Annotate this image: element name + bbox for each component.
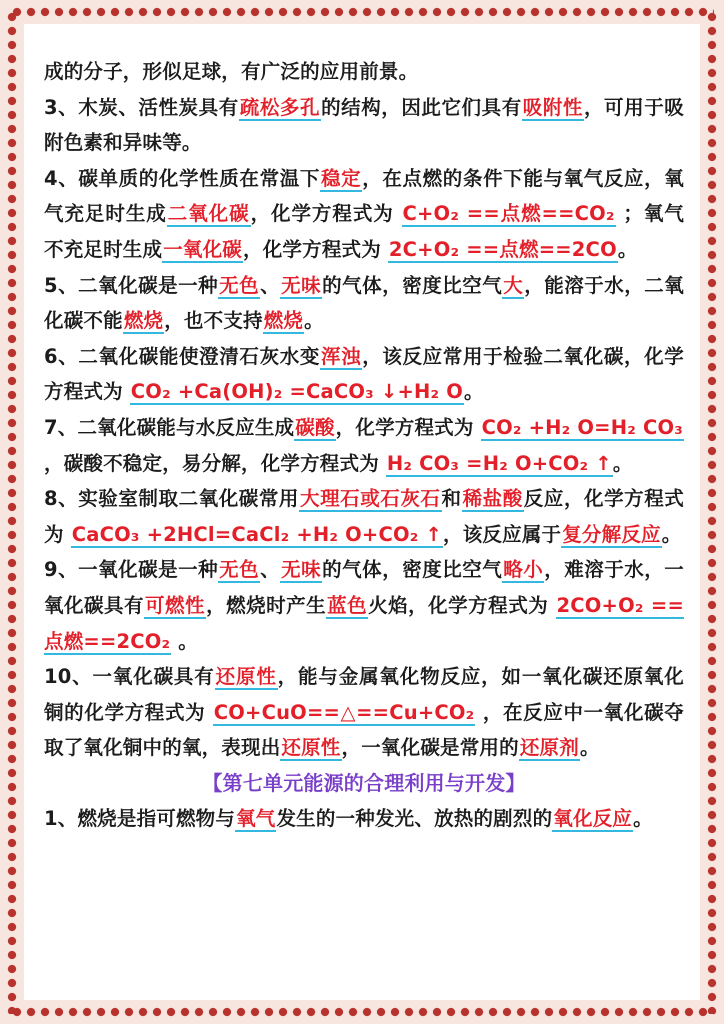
- answer-highlight: 氧化反应: [553, 807, 633, 831]
- note-paragraph: [44, 268, 684, 339]
- note-text: 反应，化学方程式为: [44, 487, 684, 546]
- note-paragraph: [44, 90, 684, 161]
- note-text: 。: [633, 807, 653, 831]
- answer-highlight: H₂ CO₃ =H₂ O+CO₂ ↑: [386, 451, 612, 475]
- note-text: 10、一氧化碳具有: [44, 665, 215, 689]
- note-text: 【第七单元能源的合理利用与开发】: [202, 770, 526, 795]
- note-text: 3、木炭、活性炭具有: [44, 95, 239, 119]
- note-paragraph: [44, 54, 684, 90]
- note-paragraph: [44, 339, 684, 410]
- answer-highlight: 无色: [219, 273, 260, 297]
- answer-highlight: 吸附性: [522, 95, 583, 119]
- dotted-border-left: [5, 10, 19, 1014]
- notes-content: [44, 54, 684, 837]
- note-text: 。: [612, 451, 633, 475]
- answer-highlight: CO₂ +H₂ O=H₂ CO₃: [481, 415, 684, 439]
- note-text: ，在点燃的条件下能与氧气反应，氧气充足时生成: [44, 166, 685, 226]
- note-text: 火焰，化学方程式为: [368, 593, 556, 617]
- answer-highlight: 2CO+O₂ ==点燃==2CO₂: [44, 593, 684, 653]
- answer-highlight: 稀盐酸: [462, 487, 523, 511]
- answer-highlight: CO+CuO==△==Cu+CO₂: [213, 700, 475, 724]
- note-paragraph: [44, 481, 684, 552]
- answer-highlight: CaCO₃ +2HCl=CaCl₂ +H₂ O+CO₂ ↑: [71, 522, 443, 546]
- note-text: 的结构，因此它们具有: [321, 95, 522, 119]
- note-text: ，燃烧时产生: [206, 593, 327, 617]
- note-text: 的气体，密度比空气: [322, 558, 503, 582]
- note-text: ，化学方程式为: [250, 202, 402, 226]
- note-text: 5、二氧化碳是一种: [44, 273, 219, 297]
- answer-highlight: 大理石或石灰石: [300, 487, 441, 511]
- note-text: ，难溶于水，一氧化碳具有: [44, 558, 684, 617]
- note-text: ，在反应中一氧化碳夺取了氧化铜中的氧，表现出: [44, 700, 684, 760]
- answer-highlight: 氧气: [236, 807, 276, 831]
- note-paragraph: [44, 801, 684, 837]
- answer-highlight: 疏松多孔: [239, 95, 321, 119]
- note-text: 9、一氧化碳是一种: [44, 558, 219, 582]
- note-text: ，化学方程式为: [243, 237, 388, 261]
- note-text: 。: [661, 522, 682, 546]
- note-paragraph: [44, 552, 684, 659]
- note-text: 。: [617, 237, 638, 261]
- note-text: 、: [260, 273, 281, 297]
- note-text: 、: [260, 558, 281, 582]
- note-text: 。: [304, 309, 324, 333]
- answer-highlight: 燃烧: [263, 309, 304, 333]
- note-text: 发生的一种发光、放热的剧烈的: [276, 807, 553, 831]
- answer-highlight: C+O₂ ==点燃==CO₂: [402, 202, 615, 226]
- note-text: 的气体，密度比空气: [322, 273, 503, 297]
- note-text: 。: [579, 736, 600, 760]
- answer-highlight: 大: [503, 273, 524, 297]
- answer-highlight: 复分解反应: [562, 522, 661, 546]
- answer-highlight: 还原性: [281, 736, 341, 760]
- note-text: 。: [464, 380, 484, 404]
- answer-highlight: 还原剂: [519, 736, 579, 760]
- answer-highlight: 稳定: [320, 166, 362, 190]
- note-text: 6、二氧化碳能使澄清石灰水变: [44, 344, 320, 368]
- answer-highlight: 浑浊: [320, 344, 362, 368]
- answer-highlight: 蓝色: [327, 593, 368, 617]
- answer-highlight: 一氧化碳: [163, 237, 243, 261]
- note-text: ，能与金属氧化物反应，如一氧化碳还原氧化铜的化学方程式为: [44, 665, 684, 724]
- note-text: 1、燃烧是指可燃物与: [44, 807, 236, 831]
- note-text: 7、二氧化碳能与水反应生成: [44, 415, 295, 439]
- answer-highlight: 无色: [219, 558, 260, 582]
- note-text: ，也不支持: [164, 309, 263, 333]
- note-text: 8、实验室制取二氧化碳常用: [44, 487, 299, 511]
- answer-highlight: 无味: [281, 273, 322, 297]
- note-text: ，该反应属于: [443, 522, 562, 546]
- note-text: ，化学方程式为: [335, 415, 481, 439]
- note-text: 成的分子，形似足球，有广泛的应用前景。: [44, 60, 419, 83]
- note-paragraph: [44, 161, 684, 268]
- answer-highlight: 碳酸: [295, 415, 335, 439]
- answer-highlight: 燃烧: [123, 309, 164, 333]
- note-text: 和: [441, 487, 462, 511]
- note-text: ，能溶于水，二氧化碳不能: [44, 273, 684, 333]
- answer-highlight: 2C+O₂ ==点燃==2CO: [388, 237, 617, 261]
- answer-highlight: 无味: [281, 558, 322, 582]
- answer-highlight: 二氧化碳: [167, 202, 250, 226]
- dotted-border-right: [705, 10, 719, 1014]
- note-text: 4、碳单质的化学性质在常温下: [44, 166, 320, 190]
- note-text: ，一氧化碳是常用的: [341, 736, 519, 760]
- answer-highlight: 略小: [503, 558, 544, 582]
- section-heading: [44, 766, 684, 802]
- dotted-border-top: [10, 5, 714, 19]
- answer-highlight: 可燃性: [145, 593, 206, 617]
- note-text: 。: [171, 629, 198, 653]
- note-text: ，该反应常用于检验二氧化碳，化学方程式为: [44, 344, 685, 404]
- note-paragraph: [44, 659, 684, 766]
- dotted-border-bottom: [10, 1005, 714, 1019]
- note-paragraph: [44, 410, 684, 481]
- answer-highlight: CO₂ +Ca(OH)₂ =CaCO₃ ↓+H₂ O: [130, 380, 464, 404]
- note-text: ，碳酸不稳定，易分解，化学方程式为: [44, 451, 386, 475]
- answer-highlight: 还原性: [215, 665, 277, 689]
- note-text: ；氧气不充足时生成: [44, 202, 685, 261]
- note-text: ，可用于吸附色素和异味等。: [44, 95, 684, 155]
